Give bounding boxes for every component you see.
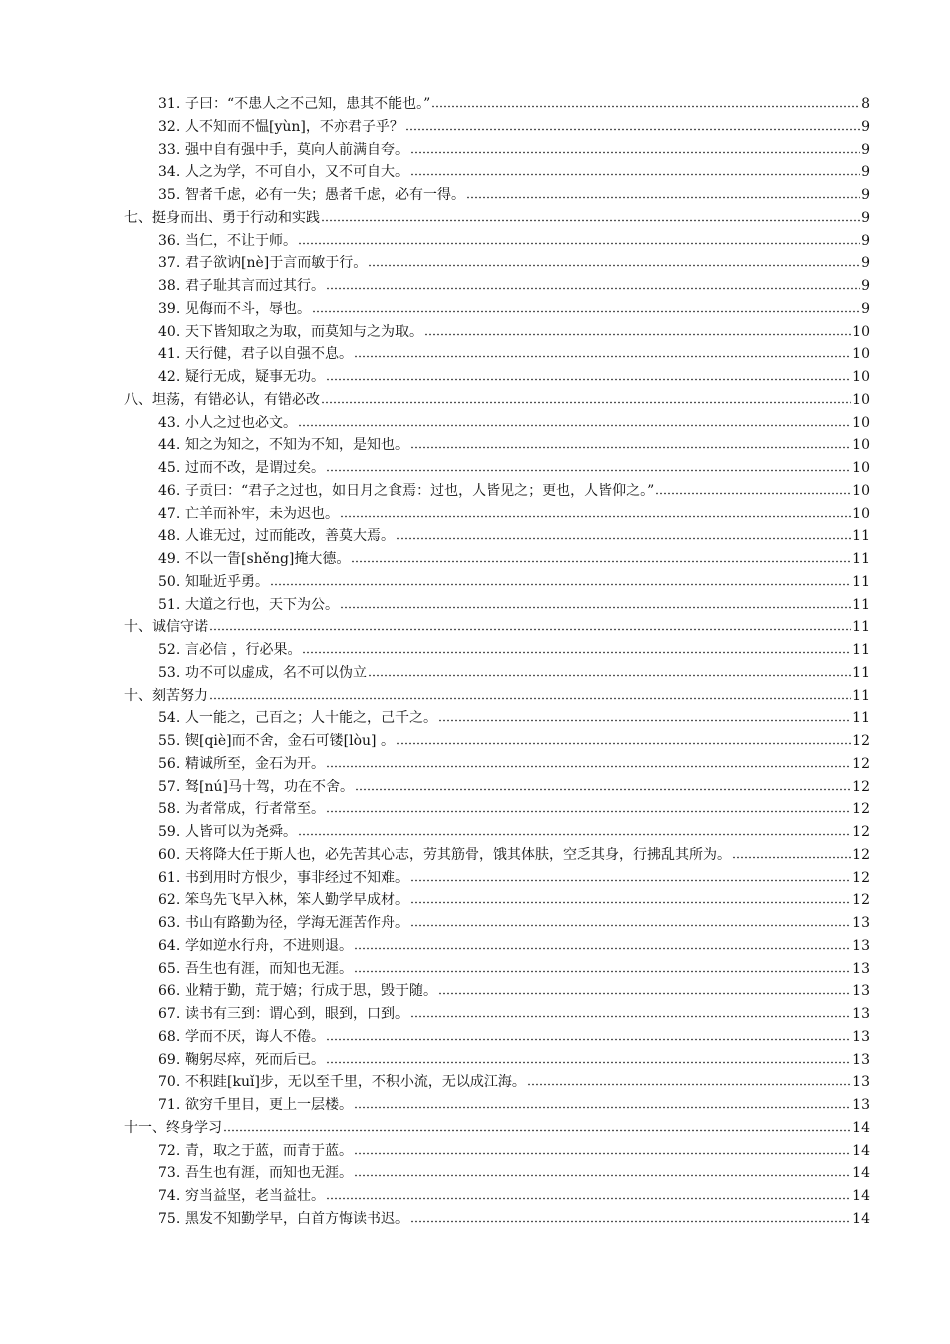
toc-entry-number: 66. [158, 983, 181, 1000]
toc-page-number: 13 [852, 1051, 870, 1068]
toc-page-number: 9 [861, 164, 870, 181]
toc-entry[interactable] [124, 639, 870, 662]
dot-leader [410, 173, 860, 176]
toc-entry[interactable] [124, 958, 870, 981]
toc-entry-number: 33. [158, 141, 181, 158]
toc-entry[interactable] [124, 867, 870, 890]
toc-entry[interactable] [124, 1140, 870, 1163]
toc-entry-title: 君子耻其言而过其行。 [185, 278, 325, 294]
toc-entry[interactable] [124, 1185, 870, 1208]
toc-entry[interactable] [124, 116, 870, 139]
toc-section-title: 十、刻苦努力 [124, 687, 208, 704]
dot-leader [326, 287, 860, 290]
toc-entry[interactable] [124, 980, 870, 1003]
toc-page-number: 10 [852, 482, 870, 499]
dot-leader [410, 879, 851, 882]
dot-leader [527, 1083, 851, 1086]
toc-entry-number: 56. [158, 755, 181, 772]
toc-page-number: 13 [852, 983, 870, 1000]
dot-leader [431, 105, 860, 108]
toc-entry-title: 不以一眚[shěng]掩大德。 [185, 551, 351, 567]
dot-leader [354, 1106, 851, 1109]
toc-entry[interactable] [124, 889, 870, 912]
toc-page-number: 13 [852, 937, 870, 954]
toc-entry[interactable] [124, 1208, 870, 1231]
toc-entry[interactable] [124, 844, 870, 867]
toc-entry-title: 天行健，君子以自强不息。 [185, 346, 353, 363]
toc-entry-number: 69. [158, 1051, 181, 1068]
dot-leader [326, 1197, 851, 1200]
toc-entry-title: 子贡曰：“君子之过也，如日月之食焉：过也，人皆见之；更也，人皆仰之。” [185, 482, 655, 499]
toc-page-number: 9 [861, 255, 870, 272]
toc-entry[interactable] [124, 434, 870, 457]
toc-entry-title: 子曰：“不患人之不己知，患其不能也。” [185, 96, 431, 112]
toc-page-number: 13 [852, 1006, 870, 1022]
toc-page-number: 9 [861, 141, 870, 158]
toc-entry-title: 天将降大任于斯人也，必先苦其心志，劳其筋骨，饿其体肤，空乏其身，行拂乱其所为。 [185, 846, 731, 863]
dot-leader [270, 583, 851, 586]
toc-entry-title: 见侮而不斗，辱也。 [185, 300, 311, 317]
toc-entry-number: 74. [158, 1188, 181, 1204]
toc-entry[interactable] [124, 935, 870, 958]
dot-leader [354, 1174, 851, 1177]
toc-page-number: 9 [861, 209, 870, 226]
toc-entry[interactable] [124, 343, 870, 366]
toc-page-number: 11 [852, 642, 870, 658]
toc-section-title: 十、诚信守诺 [124, 619, 208, 636]
toc-page-number: 9 [861, 187, 870, 203]
toc-entry-title: 书山有路勤为径，学海无涯苦作舟。 [185, 915, 409, 931]
toc-entry-number: 57. [158, 778, 181, 795]
dot-leader [302, 651, 851, 654]
toc-section-heading[interactable] [124, 685, 870, 708]
toc-entry-title: 业精于勤，荒于嬉；行成于思，毁于随。 [185, 983, 437, 1000]
toc-entry[interactable] [124, 1071, 870, 1094]
toc-entry-number: 35. [158, 187, 181, 203]
toc-entry-title: 亡羊而补牢，未为迟也。 [185, 505, 339, 522]
dot-leader [298, 833, 851, 836]
toc-entry[interactable] [124, 412, 870, 435]
toc-entry-number: 42. [158, 369, 181, 385]
toc-entry-title: 智者千虑，必有一失；愚者千虑，必有一得。 [185, 187, 465, 203]
dot-leader [396, 537, 851, 540]
toc-entry-number: 40. [158, 323, 181, 340]
toc-entry-title: 青，取之于蓝，而青于蓝。 [185, 1142, 353, 1159]
toc-entry-number: 32. [158, 118, 181, 135]
toc-page-number: 10 [852, 369, 870, 385]
toc-entry-number: 36. [158, 232, 181, 249]
toc-entry-title: 人皆可以为尧舜。 [185, 824, 297, 840]
toc-entry-number: 31. [158, 96, 181, 112]
toc-entry-title: 人不知而不愠[yùn]，不亦君子乎？ [185, 118, 404, 135]
toc-entry-title: 不积跬[kuǐ]步，无以至千里，不积小流，无以成江海。 [185, 1074, 526, 1091]
toc-entry-title: 小人之过也必文。 [185, 414, 297, 431]
toc-entry[interactable] [124, 912, 870, 935]
toc-entry[interactable] [124, 548, 870, 571]
toc-page-number: 10 [852, 391, 870, 408]
toc-entry-title: 吾生也有涯，而知也无涯。 [185, 1165, 353, 1182]
toc-entry[interactable] [124, 503, 870, 526]
dot-leader [326, 810, 851, 813]
toc-entry-number: 37. [158, 255, 181, 272]
toc-page-number: 14 [852, 1119, 870, 1136]
dot-leader [410, 924, 851, 927]
toc-section-title: 八、坦荡，有错必认，有错必改 [124, 391, 320, 408]
toc-entry[interactable] [124, 230, 870, 253]
toc-entry-number: 53. [158, 664, 181, 681]
toc-page-number: 11 [852, 664, 870, 681]
toc-entry-number: 65. [158, 960, 181, 977]
dot-leader [368, 264, 860, 267]
dot-leader [368, 674, 851, 677]
toc-entry[interactable] [124, 525, 870, 548]
toc-page-number: 13 [852, 1097, 870, 1113]
toc-page-number: 10 [852, 460, 870, 476]
toc-entry-number: 41. [158, 346, 181, 363]
toc-entry-title: 强中自有强中手，莫向人前满自夸。 [185, 141, 409, 158]
toc-entry-number: 50. [158, 573, 181, 590]
toc-entry[interactable] [124, 730, 870, 753]
toc-entry-number: 58. [158, 801, 181, 818]
toc-entry[interactable] [124, 798, 870, 821]
toc-entry-title: 鞠躬尽瘁，死而后已。 [185, 1051, 325, 1068]
dot-leader [326, 378, 851, 381]
toc-entry[interactable] [124, 753, 870, 776]
toc-entry-number: 52. [158, 642, 181, 658]
toc-entry[interactable] [124, 457, 870, 480]
toc-page-number: 11 [852, 573, 870, 590]
dot-leader [326, 765, 851, 768]
toc-page-number: 11 [852, 619, 870, 636]
toc-entry-number: 71. [158, 1097, 181, 1113]
toc-page-number: 13 [852, 1028, 870, 1045]
toc-entry-title: 学如逆水行舟，不进则退。 [185, 937, 353, 954]
toc-entry-title: 学而不厌，诲人不倦。 [185, 1028, 325, 1045]
toc-entry-number: 46. [158, 482, 181, 499]
dot-leader [405, 128, 860, 131]
toc-entry[interactable] [124, 1026, 870, 1049]
toc-entry-number: 64. [158, 937, 181, 954]
toc-page-number: 12 [852, 733, 870, 749]
toc-entry-number: 73. [158, 1165, 181, 1182]
toc-page-number: 9 [861, 278, 870, 294]
dot-leader [732, 856, 851, 859]
toc-entry-title: 吾生也有涯，而知也无涯。 [185, 960, 353, 977]
toc-entry-number: 51. [158, 596, 181, 613]
toc-page-number: 12 [852, 801, 870, 818]
toc-page-number: 10 [852, 346, 870, 363]
dot-leader [321, 401, 851, 404]
toc-entry[interactable] [124, 252, 870, 275]
toc-entry-number: 54. [158, 710, 181, 727]
dot-leader [354, 970, 851, 973]
toc-page-number: 12 [852, 869, 870, 886]
toc-section-heading[interactable] [124, 207, 870, 230]
toc-page-number: 12 [852, 755, 870, 772]
toc-entry-title: 精诚所至，金石为开。 [185, 755, 325, 772]
toc-entry[interactable] [124, 1049, 870, 1072]
dot-leader [209, 628, 851, 631]
toc-section-heading[interactable] [124, 616, 870, 639]
toc-entry[interactable] [124, 298, 870, 321]
toc-entry-number: 38. [158, 278, 181, 294]
toc-entry-number: 72. [158, 1142, 181, 1159]
dot-leader [340, 606, 851, 609]
toc-entry[interactable] [124, 480, 870, 503]
dot-leader [326, 1061, 851, 1064]
dot-leader [410, 1015, 851, 1018]
toc-entry-title: 黑发不知勤学早，白首方悔读书迟。 [185, 1210, 409, 1227]
dot-leader [466, 196, 860, 199]
dot-leader [424, 333, 851, 336]
toc-entry-title: 知耻近乎勇。 [185, 573, 269, 590]
toc-section-title: 七、挺身而出、勇于行动和实践 [124, 209, 320, 226]
dot-leader [438, 992, 851, 995]
toc-entry-title: 读书有三到：谓心到，眼到，口到。 [185, 1006, 409, 1022]
toc-entry-title: 疑行无成，疑事无功。 [185, 369, 325, 385]
dot-leader [354, 355, 851, 358]
toc-page-number: 12 [852, 778, 870, 795]
toc-entry[interactable] [124, 594, 870, 617]
dot-leader [298, 242, 860, 245]
toc-entry-number: 75. [158, 1210, 181, 1227]
toc-entry[interactable] [124, 93, 870, 116]
dot-leader [410, 1220, 851, 1223]
dot-leader [351, 560, 851, 563]
toc-entry-number: 39. [158, 300, 181, 317]
toc-entry[interactable] [124, 1094, 870, 1117]
toc-entry-number: 61. [158, 869, 181, 886]
dot-leader [354, 947, 851, 950]
toc-entry[interactable] [124, 776, 870, 799]
toc-entry[interactable] [124, 321, 870, 344]
table-of-contents [124, 93, 870, 1231]
toc-entry-number: 63. [158, 915, 181, 931]
toc-entry-number: 67. [158, 1006, 181, 1022]
toc-page-number: 11 [852, 528, 870, 545]
toc-entry[interactable] [124, 662, 870, 685]
toc-entry-title: 人一能之，己百之；人十能之，己千之。 [185, 710, 437, 727]
toc-entry-title: 功不可以虚成，名不可以伪立 [185, 664, 367, 681]
toc-entry-number: 70. [158, 1074, 181, 1091]
dot-leader [209, 697, 851, 700]
toc-entry-title: 大道之行也，天下为公。 [185, 596, 339, 613]
toc-entry-title: 驽[nú]马十驾，功在不舍。 [185, 778, 354, 795]
toc-page-number: 11 [852, 596, 870, 613]
dot-leader [340, 515, 851, 518]
toc-entry-title: 知之为知之，不知为不知，是知也。 [185, 437, 409, 454]
toc-entry-number: 59. [158, 824, 181, 840]
toc-page-number: 11 [852, 687, 870, 704]
toc-entry-number: 47. [158, 505, 181, 522]
toc-entry-number: 55. [158, 733, 181, 749]
toc-entry-title: 天下皆知取之为取，而莫知与之为取。 [185, 323, 423, 340]
toc-entry-number: 68. [158, 1028, 181, 1045]
toc-page-number: 11 [852, 710, 870, 727]
toc-page-number: 14 [852, 1210, 870, 1227]
toc-entry-title: 言必信 ，行必果。 [185, 642, 302, 658]
toc-entry-title: 为者常成，行者常至。 [185, 801, 325, 818]
toc-page-number: 14 [852, 1165, 870, 1182]
toc-entry-number: 44. [158, 437, 181, 454]
toc-entry-number: 62. [158, 892, 181, 909]
toc-section-heading[interactable] [124, 389, 870, 412]
toc-entry-title: 过而不改，是谓过矣。 [185, 460, 325, 476]
toc-entry[interactable] [124, 139, 870, 162]
toc-entry-title: 君子欲讷[nè]于言而敏于行。 [185, 255, 368, 272]
toc-page-number: 14 [852, 1188, 870, 1204]
dot-leader [355, 788, 851, 791]
toc-page-number: 13 [852, 960, 870, 977]
toc-page-number: 14 [852, 1142, 870, 1159]
dot-leader [298, 424, 851, 427]
toc-entry-title: 笨鸟先飞早入林，笨人勤学早成材。 [185, 892, 409, 909]
toc-entry-title: 穷当益坚，老当益壮。 [185, 1188, 325, 1204]
toc-page-number: 9 [861, 118, 870, 135]
toc-entry-title: 锲[qiè]而不舍，金石可镂[lòu] 。 [185, 733, 395, 749]
toc-section-title: 十一、终身学习 [124, 1119, 222, 1136]
toc-page-number: 9 [861, 300, 870, 317]
toc-page-number: 12 [852, 892, 870, 909]
toc-entry[interactable] [124, 707, 870, 730]
toc-entry[interactable] [124, 366, 870, 389]
toc-entry-title: 人谁无过，过而能改，善莫大焉。 [185, 528, 395, 545]
toc-page-number: 13 [852, 915, 870, 931]
toc-page-number: 10 [852, 414, 870, 431]
toc-page-number: 12 [852, 846, 870, 863]
toc-entry[interactable] [124, 184, 870, 207]
toc-entry-number: 48. [158, 528, 181, 545]
toc-page-number: 12 [852, 824, 870, 840]
toc-entry[interactable] [124, 571, 870, 594]
dot-leader [410, 446, 851, 449]
dot-leader [410, 901, 851, 904]
toc-entry[interactable] [124, 1162, 870, 1185]
toc-entry-number: 45. [158, 460, 181, 476]
dot-leader [410, 151, 860, 154]
toc-page-number: 8 [861, 96, 870, 112]
dot-leader [438, 719, 851, 722]
dot-leader [321, 219, 860, 222]
toc-entry-title: 欲穷千里目，更上一层楼。 [185, 1097, 353, 1113]
toc-section-heading[interactable] [124, 1117, 870, 1140]
toc-page-number: 13 [852, 1074, 870, 1091]
toc-entry-number: 49. [158, 551, 181, 567]
toc-page-number: 9 [861, 232, 870, 249]
dot-leader [312, 310, 860, 313]
dot-leader [223, 1129, 851, 1132]
toc-page-number: 10 [852, 437, 870, 454]
toc-entry-number: 43. [158, 414, 181, 431]
toc-entry[interactable] [124, 821, 870, 844]
toc-entry-number: 60. [158, 846, 181, 863]
dot-leader [655, 492, 851, 495]
toc-page-number: 10 [852, 505, 870, 522]
toc-entry-number: 34. [158, 164, 181, 181]
toc-entry[interactable] [124, 1003, 870, 1026]
toc-entry-title: 当仁，不让于师。 [185, 232, 297, 249]
toc-entry[interactable] [124, 161, 870, 184]
toc-page-number: 10 [852, 323, 870, 340]
dot-leader [354, 1152, 851, 1155]
toc-entry-title: 书到用时方恨少，事非经过不知难。 [185, 869, 409, 886]
dot-leader [326, 1038, 851, 1041]
dot-leader [326, 469, 851, 472]
toc-entry-title: 人之为学，不可自小，又不可自大。 [185, 164, 409, 181]
toc-page-number: 11 [852, 551, 870, 567]
toc-entry[interactable] [124, 275, 870, 298]
dot-leader [396, 742, 851, 745]
